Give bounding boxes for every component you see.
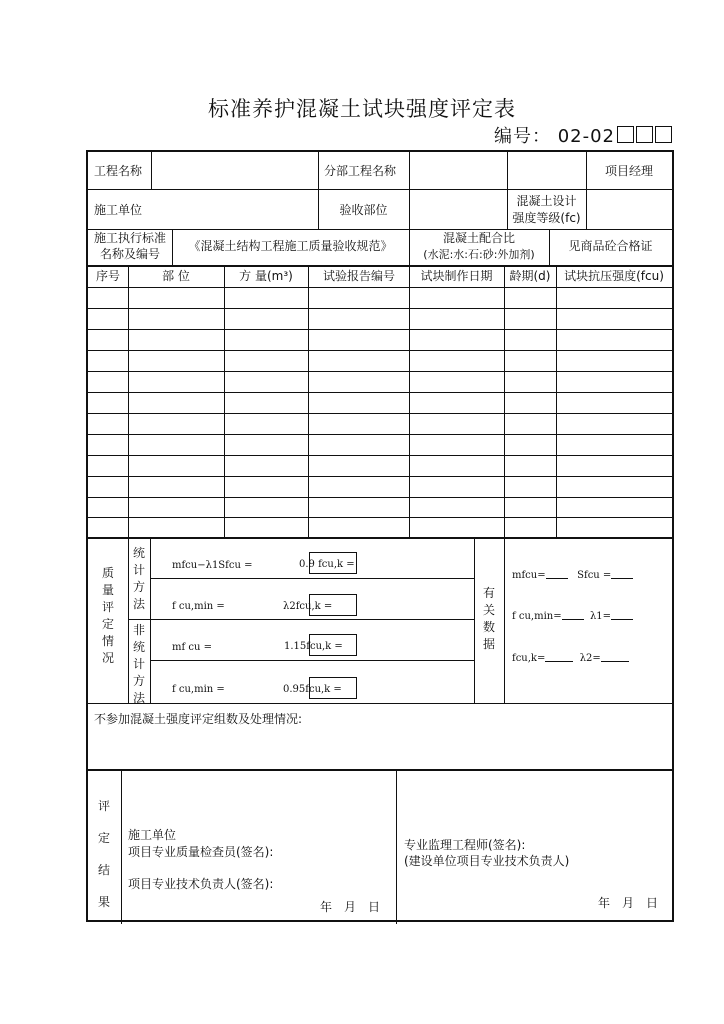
label-design-grade-2: 强度等级(fc) — [512, 211, 581, 225]
label-nonstatistical-method: 非统计方法 — [132, 623, 145, 705]
form-code-label: 编号： — [493, 126, 551, 147]
date-left: 年 月 日 — [320, 900, 381, 914]
label-construction-unit: 施工单位 — [94, 203, 143, 217]
result-box-1[interactable] — [309, 552, 357, 574]
label-owner-tech-lead: (建设单位项目专业技术负责人) — [404, 854, 570, 868]
formula-lambda2-fcuk: λ2fcu,k = — [283, 601, 333, 612]
label-quality-evaluation: 质量评定情况 — [101, 566, 114, 665]
formula-115-fcuk: 1.15fcu,k = — [284, 641, 343, 652]
formula-fcu-min-1: f cu,min = — [172, 601, 225, 612]
label-tech-lead: 项目专业技术负责人(签名): — [128, 877, 274, 891]
data-fcu-min: f cu,min= λ1= — [512, 609, 633, 622]
result-box-4[interactable] — [309, 677, 357, 699]
page-title: 标准养护混凝土试块强度评定表 — [208, 97, 516, 121]
label-evaluation-result: 评定结果 — [97, 799, 110, 909]
label-supervisor: 专业监理工程师(签名): — [404, 838, 526, 852]
code-box-1 — [617, 126, 634, 143]
label-sub-project: 分部工程名称 — [324, 164, 397, 178]
result-box-2[interactable] — [309, 594, 357, 616]
label-project-name: 工程名称 — [94, 164, 143, 178]
label-design-grade-1: 混凝土设计 — [516, 194, 577, 208]
data-fcuk: fcu,k= λ2= — [512, 651, 629, 664]
label-acceptance-part: 验收部位 — [339, 203, 388, 217]
label-standard-2: 名称及编号 — [99, 247, 160, 261]
formula-mean-fcu: mf cu = — [172, 642, 212, 653]
label-mix-ratio-2: (水泥:水:石:砂:外加剂) — [423, 248, 535, 261]
col-header-report: 试验报告编号 — [322, 269, 395, 283]
label-standard-1: 施工执行标准 — [93, 231, 166, 245]
date-right: 年 月 日 — [598, 896, 659, 910]
label-quality-inspector: 项目专业质量检查员(签名): — [128, 845, 274, 859]
label-related-data: 有关数据 — [482, 586, 495, 651]
col-header-volume: 方 量(m³) — [239, 269, 293, 283]
data-mfcu: mfcu= Sfcu = — [512, 568, 633, 581]
label-mix-ratio-1: 混凝土配合比 — [442, 231, 515, 245]
label-statistical-method: 统计方法 — [132, 546, 145, 611]
label-project-manager: 项目经理 — [604, 164, 653, 178]
form-table — [86, 150, 674, 922]
formula-mean-minus-std: mfcu−λ1Sfcu = — [172, 560, 253, 571]
label-constructor: 施工单位 — [128, 828, 177, 842]
formula-09-fcuk: 0.9 fcu,k = — [299, 559, 355, 570]
col-header-age: 龄期(d) — [509, 269, 551, 283]
col-header-no: 序号 — [95, 269, 120, 283]
formula-fcu-min-2: f cu,min = — [172, 684, 225, 695]
code-box-3 — [655, 126, 672, 143]
form-code-value: 02-02 — [557, 126, 615, 147]
code-box-2 — [636, 126, 653, 143]
label-commercial-cert: 见商品砼合格证 — [568, 239, 653, 253]
form-code — [494, 122, 672, 148]
result-box-3[interactable] — [309, 634, 357, 656]
label-nonparticipating: 不参加混凝土强度评定组数及处理情况: — [94, 712, 303, 726]
formula-095-fcuk: 0.95fcu,k = — [283, 684, 342, 695]
col-header-strength: 试块抗压强度(fcu) — [564, 269, 664, 283]
col-header-part: 部 位 — [162, 269, 190, 283]
standard-value: 《混凝土结构工程施工质量验收规范》 — [188, 239, 393, 253]
col-header-date: 试块制作日期 — [420, 269, 493, 283]
